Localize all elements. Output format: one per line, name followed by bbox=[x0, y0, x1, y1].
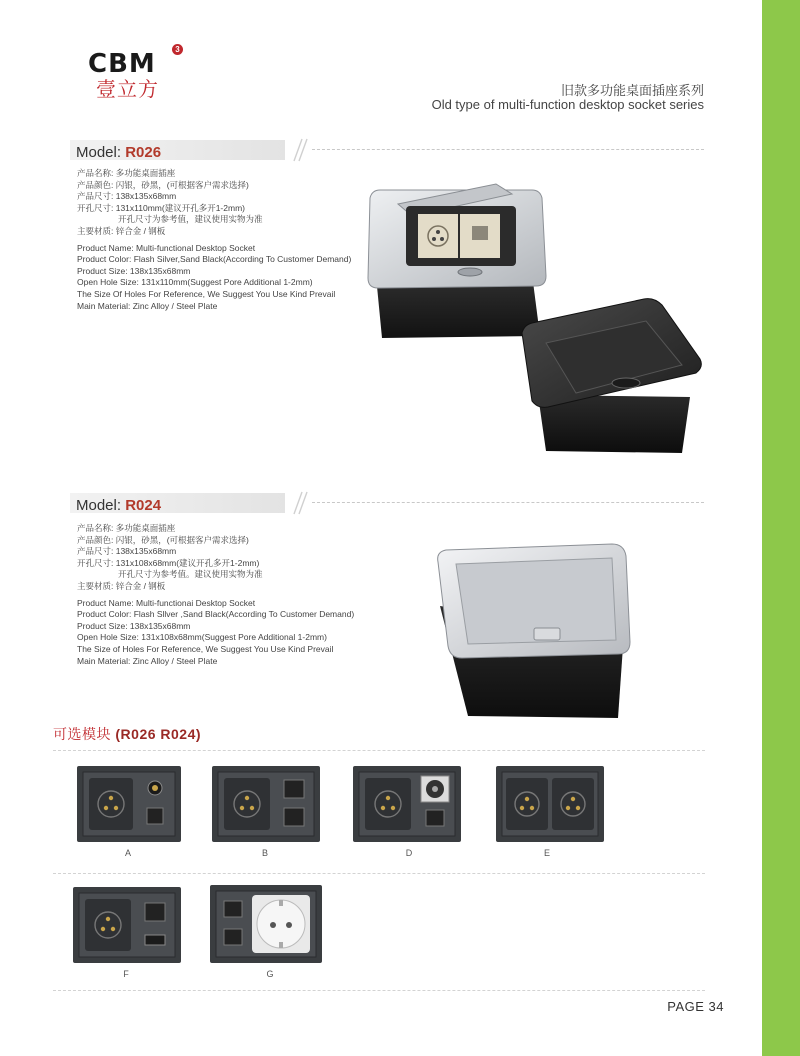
spec-line: Product Size: 138x135x68mm bbox=[77, 265, 191, 276]
model-title: Model: R024 bbox=[76, 497, 162, 514]
logo-wordmark: CBM bbox=[88, 49, 156, 79]
spec-line: Product Name: Multi-functional Desktop Socket bbox=[77, 242, 256, 253]
spec-line: Product Name: Multi-functionai Desktop Socket bbox=[77, 597, 256, 608]
module-d-image bbox=[353, 766, 461, 842]
model-tab bbox=[70, 493, 285, 513]
spec-line: 开孔尺寸为参考值。建议使用实物为准 bbox=[118, 569, 263, 580]
dashed-rule bbox=[53, 873, 705, 874]
series-title-en: Old type of multi-function desktop socket series bbox=[431, 97, 704, 112]
specs-r024 bbox=[77, 523, 354, 667]
spec-line: The Size of Holes For Reference, We Suggest You Use Kind Prevail bbox=[77, 643, 334, 654]
module-label-b: B bbox=[261, 848, 268, 858]
logo-badge: 3 bbox=[172, 44, 183, 55]
specs-r026 bbox=[77, 168, 351, 312]
module-label-d: D bbox=[405, 848, 413, 858]
module-e-image bbox=[496, 766, 604, 842]
model-tab bbox=[70, 140, 285, 160]
spec-line: 产品尺寸: 138x135x68mm bbox=[77, 191, 177, 202]
model-header-r024 bbox=[70, 490, 704, 518]
dashed-rule bbox=[53, 990, 705, 991]
brand-logo bbox=[88, 45, 188, 102]
dashed-rule bbox=[312, 149, 704, 150]
dashed-rule bbox=[312, 502, 704, 503]
spec-line: 开孔尺寸为参考值，建议使用实物为准 bbox=[118, 214, 263, 225]
spec-line: Product Color: Flash Sllver ,Sand Black(According To Customer Demand) bbox=[77, 609, 355, 620]
spec-line: Main Material: Zinc Alloy / Steel Plate bbox=[77, 300, 218, 311]
spec-line: 主要材质: 锌合金 / 钢板 bbox=[77, 580, 166, 591]
page-number: PAGE 34 bbox=[667, 999, 724, 1014]
module-label-a: A bbox=[124, 848, 131, 858]
logo-chinese-name: 壹立方 bbox=[96, 77, 159, 101]
module-label-f: F bbox=[123, 969, 129, 979]
spec-line: 产品尺寸: 138x135x68mm bbox=[77, 546, 177, 557]
module-g-image bbox=[210, 885, 322, 963]
spec-line: 产品名称: 多功能桌面插座 bbox=[77, 168, 176, 178]
spec-line: Open Hole Size: 131x110mm(Suggest Pore Additional 1-2mm) bbox=[77, 277, 313, 288]
module-b-image bbox=[212, 766, 320, 842]
module-label-e: E bbox=[543, 848, 550, 858]
product-image-r024-silver bbox=[428, 532, 634, 720]
spec-line: Product Color: Flash Silver,Sand Black(According To Customer Demand) bbox=[77, 254, 352, 265]
model-title: Model: R026 bbox=[76, 144, 162, 161]
model-header-r026 bbox=[70, 137, 704, 165]
decor-slashes bbox=[286, 490, 310, 516]
dashed-rule bbox=[53, 750, 705, 751]
spec-line: 产品颜色: 闪银，砂黑，(可根据客户需求选择) bbox=[77, 179, 249, 190]
module-a-image bbox=[77, 766, 181, 842]
spec-line: The Size Of Holes For Reference, We Suggest You Use Kind Prevail bbox=[77, 288, 336, 299]
spec-line: 开孔尺寸: 131x108x68mm(建议开孔多开1-2mm) bbox=[77, 557, 260, 568]
optional-modules-title: 可选模块 (R026 R024) bbox=[53, 726, 202, 742]
spec-line: Product Size: 138x135x68mm bbox=[77, 620, 191, 631]
product-image-r026-black bbox=[518, 297, 704, 457]
series-title-cn: 旧款多功能桌面插座系列 bbox=[560, 83, 704, 98]
side-accent-bar bbox=[762, 0, 800, 1056]
spec-line: Main Material: Zinc Alloy / Steel Plate bbox=[77, 655, 218, 666]
module-label-g: G bbox=[266, 969, 274, 979]
spec-line: 产品名称: 多功能桌面插座 bbox=[77, 523, 176, 533]
decor-slashes bbox=[286, 137, 310, 163]
spec-line: 开孔尺寸: 131x110mm(建议开孔多开1-2mm) bbox=[77, 202, 245, 213]
spec-line: 主要材质: 锌合金 / 钢板 bbox=[77, 225, 166, 236]
module-f-image bbox=[73, 887, 181, 963]
spec-line: 产品颜色: 闪银，砂黑，(可根据客户需求选择) bbox=[77, 534, 249, 545]
spec-line: Open Hole Size: 131x108x68mm(Suggest Pore Additional 1-2mm) bbox=[77, 632, 327, 643]
